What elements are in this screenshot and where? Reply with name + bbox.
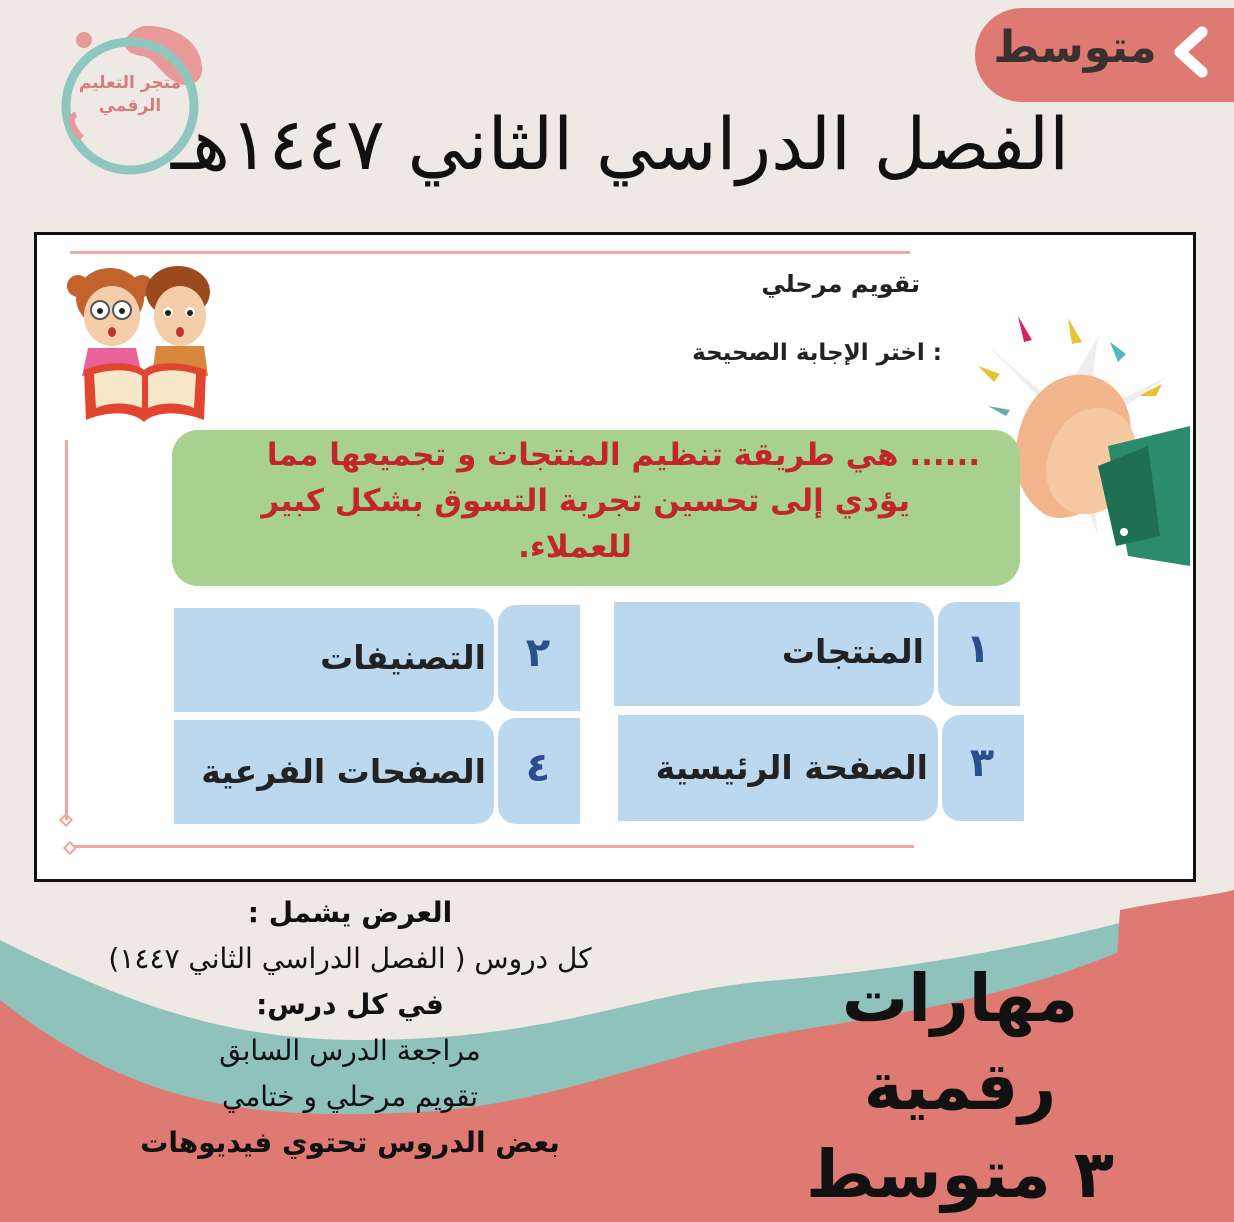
answer-number-3: ٣ <box>969 740 995 786</box>
offer-details <box>70 890 630 1166</box>
subject-title <box>760 955 1160 1219</box>
offer-line-1: كل دروس ( الفصل الدراسي الثاني ١٤٤٧) <box>108 942 592 975</box>
kids-reading-illustration <box>58 258 228 430</box>
chevron-left-icon[interactable] <box>1168 24 1212 80</box>
answer-number-4: ٤ <box>525 745 551 791</box>
subject-line-2: ٣ متوسط <box>805 1136 1115 1213</box>
answer-label-3: الصفحة الرئيسية <box>655 748 928 787</box>
question-text <box>210 432 980 570</box>
offer-heading: العرض يشمل : <box>247 896 453 929</box>
logo-line-1: متجر التعليم <box>78 73 182 93</box>
slide-top-rule <box>70 251 910 254</box>
offer-line-4: بعض الدروس تحتوي فيديوهات <box>140 1126 560 1159</box>
level-badge-label: متوسط <box>993 22 1157 73</box>
offer-line-3: تقويم مرحلي و ختامي <box>221 1080 479 1113</box>
slide-instruction: : اختر الإجابة الصحيحة <box>692 340 942 366</box>
answer-number-2: ٢ <box>525 630 551 676</box>
page-title: الفصل الدراسي الثاني ١٤٤٧هـ <box>170 102 1070 186</box>
offer-heading-2: في كل درس: <box>256 988 444 1021</box>
answer-label-4: الصفحات الفرعية <box>201 752 486 791</box>
question-line-2: يؤدي إلى تحسين تجربة التسوق بشكل كبير <box>261 483 910 519</box>
rule-diamond-icon <box>58 812 76 860</box>
slide-side-rule <box>65 440 68 820</box>
slide-bottom-rule <box>74 845 914 848</box>
question-line-3: للعملاء. <box>518 529 632 565</box>
answer-label-2: التصنيفات <box>320 638 486 677</box>
answer-label-1: المنتجات <box>781 632 924 671</box>
subject-line-1: مهارات رقمية <box>841 960 1079 1125</box>
slide-heading: تقويم مرحلي <box>761 270 920 298</box>
answer-number-1: ١ <box>965 626 991 672</box>
logo-line-2: الرقمي <box>98 96 162 116</box>
offer-line-2: مراجعة الدرس السابق <box>219 1034 481 1067</box>
question-line-1: ...... هي طريقة تنظيم المنتجات و تجميعها مما <box>266 437 980 473</box>
